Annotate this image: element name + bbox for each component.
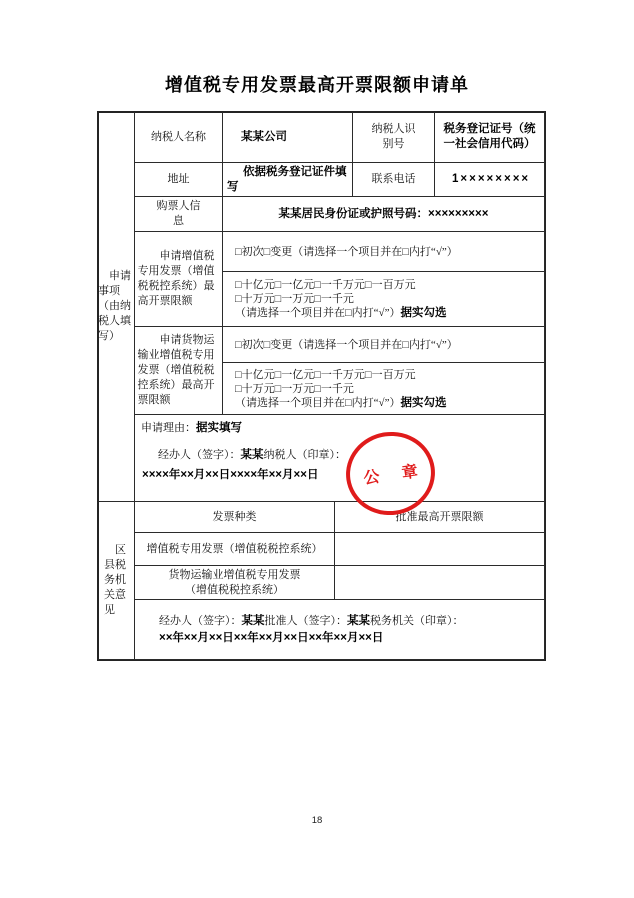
vat-limit-note-fill: 据实勾选: [400, 307, 447, 319]
approved-limit-row2-cell: [335, 566, 545, 600]
authority-approver-name: 某某: [347, 614, 370, 627]
authority-seal-label: 税务机关（印章）：: [370, 614, 464, 627]
taxpayer-id-value-cell: [435, 112, 545, 163]
official-seal-text: 公 章: [362, 462, 428, 488]
authority-section-side-header: [98, 502, 135, 660]
phone-label-cell: 联系电话: [353, 163, 435, 197]
freight-first-or-change-options: □初次□变更（请选择一个项目并在□内打“√”）: [235, 338, 458, 351]
address-value: 依据税务登记证件填写: [227, 165, 347, 193]
vat-limit-options-cell: [223, 272, 545, 327]
approved-limit-row1-cell: [335, 533, 545, 566]
vat-limit-options-line1: □十亿元□一亿元□一千万元□一百万元: [235, 279, 416, 291]
taxpayer-id-label-cell: [353, 112, 435, 163]
buyer-info-value-cell: [223, 197, 545, 232]
authority-handler-label: 经办人（签字）：: [159, 614, 242, 627]
freight-limit-note: （请选择一个项目并在□内打“√”）: [235, 396, 401, 409]
buyer-info-value: 某某居民身份证或护照号码：×××××××××: [278, 207, 489, 220]
buyer-info-label-cell: [135, 197, 223, 232]
freight-limit-options-cell: [223, 363, 545, 415]
invoice-type-header-cell: 发票种类: [135, 502, 335, 533]
handler-label: 经办人（签字）：: [158, 449, 241, 461]
applicant-section-side-header: [98, 112, 135, 502]
vat-limit-label: 申请增值税专用发票（增值税税控系统）最高开票限额: [137, 250, 215, 307]
application-form-table: [98, 112, 545, 660]
authority-dates: ××年××月××日××年××月××日××年××月××日: [159, 631, 384, 644]
address-label-cell: 地址: [135, 163, 223, 197]
authority-handler-name: 某某: [241, 614, 265, 627]
vat-limit-options-line2: □十万元□一万元□一千元: [235, 293, 354, 305]
freight-limit-options-line1: □十亿元□一亿元□一千万元□一百万元: [235, 368, 416, 381]
taxpayer-name-value-cell: [223, 112, 353, 163]
reason-value: 据实填写: [196, 422, 242, 434]
taxpayer-name-label-cell: 纳税人名称: [135, 112, 223, 163]
taxpayer-id-value: 税务登记证号（统一社会信用代码）: [443, 123, 536, 150]
handler-dates: ××××年××月××日××××年××月××日: [142, 469, 319, 481]
freight-limit-note-fill: 据实勾选: [400, 396, 447, 409]
invoice-type-row2-cell: [135, 566, 335, 600]
authority-signature-cell: [135, 600, 545, 660]
applicant-section-side-label: 申请事项（由纳税人填写）: [98, 270, 131, 342]
vat-limit-note: （请选择一个项目并在□内打“√”）: [235, 307, 401, 319]
authority-signers-line: [159, 613, 464, 630]
buyer-info-label: 购票人信息: [156, 200, 201, 227]
vat-first-or-change-options: □初次□变更（请选择一个项目并在□内打“√”）: [235, 245, 458, 258]
authority-approver-label: 批准人（签字）：: [264, 614, 347, 627]
address-value-cell: [223, 163, 353, 197]
vat-limit-note-line: [235, 306, 446, 320]
page-title: 增值税专用发票最高开票限额申请单: [165, 75, 469, 95]
reason-line: [141, 421, 242, 436]
phone-value-cell: [435, 163, 545, 197]
page-number: 18: [311, 815, 323, 826]
phone-value: 1××××××××: [452, 173, 531, 185]
handler-seal-label: 纳税人（印章）：: [263, 449, 346, 461]
handler-line: [158, 448, 346, 463]
invoice-type-row2-text: 货物运输业增值税专用发票（增值税税控系统）: [168, 568, 301, 596]
reason-signature-cell: [135, 415, 545, 502]
taxpayer-name-value: 某某公司: [241, 130, 287, 143]
freight-limit-label: 申请货物运输业增值税专用发票（增值税税控系统）最高开票限额: [137, 334, 215, 406]
approved-limit-header-cell: 批准最高开票限额: [335, 502, 545, 533]
freight-first-or-change-cell: [223, 327, 545, 363]
freight-limit-note-line: [235, 396, 446, 410]
handler-name: 某某: [240, 449, 264, 461]
taxpayer-id-label: 纳税人识别号: [371, 123, 416, 150]
freight-limit-options-line2: □十万元□一万元□一千元: [235, 382, 354, 395]
invoice-type-row1-cell: 增值税专用发票（增值税税控系统）: [135, 533, 335, 566]
reason-label: 申请理由：: [141, 422, 196, 434]
freight-limit-label-cell: [135, 327, 223, 415]
vat-first-or-change-cell: [223, 232, 545, 272]
vat-limit-label-cell: [135, 232, 223, 327]
authority-section-side-label: 区县税务机关意见: [104, 544, 126, 616]
